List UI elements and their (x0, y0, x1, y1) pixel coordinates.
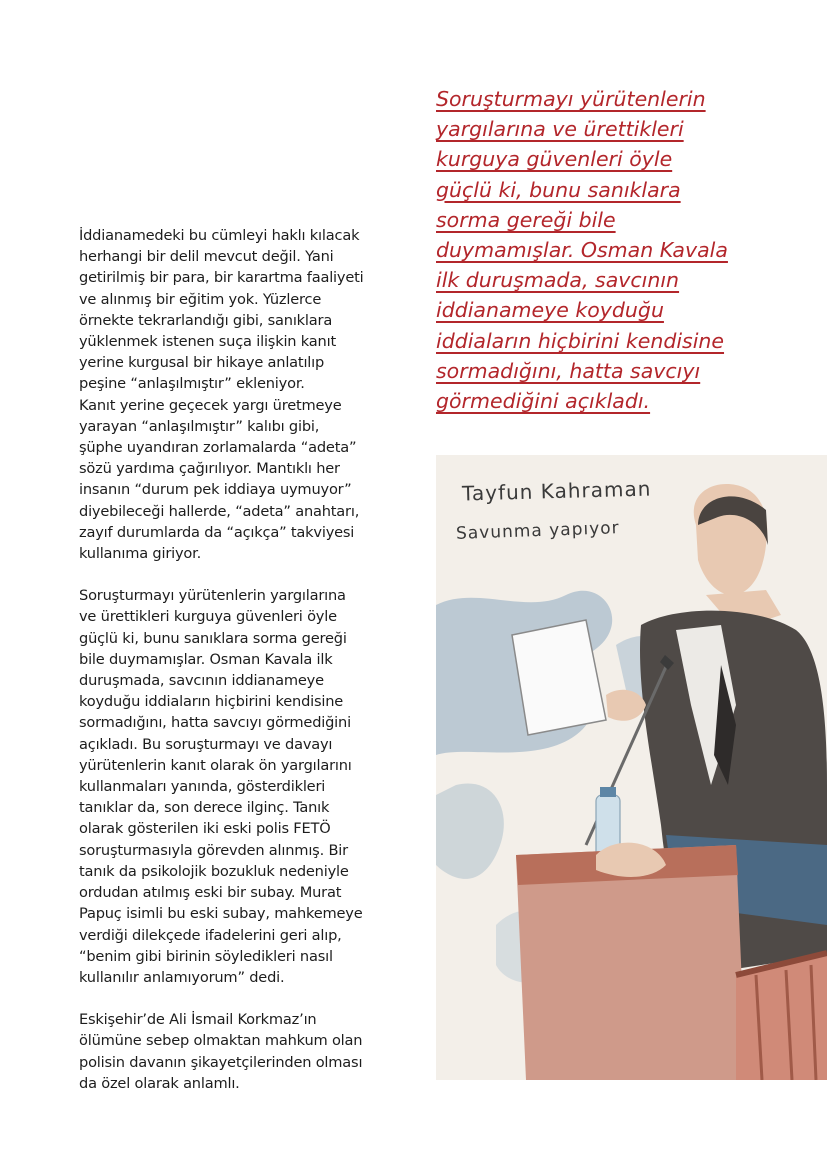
body-line: kullanıma giriyor. (79, 545, 202, 563)
body-line: getirilmiş bir para, bir karartma faaliyeti (79, 269, 364, 287)
pull-quote-line: sormadığını, hatta savcıyı (436, 358, 701, 383)
body-line: yerine kurgusal bir hikaye anlatılıp (79, 354, 325, 372)
body-line: duruşmada, savcının iddianameye (79, 672, 324, 690)
paragraph-1 (79, 225, 399, 564)
sketch-caption-status: Savunma yapıyor (455, 518, 620, 544)
sketch-caption-name: Tayfun Kahraman (461, 476, 652, 506)
pull-quote-line: duymamışlar. Osman Kavala (436, 238, 728, 263)
body-line: koyduğu iddiaların hiçbirini kendisine (79, 693, 344, 711)
body-line: ve alınmış bir eğitim yok. Yüzlerce (79, 290, 322, 308)
body-line: Eskişehir’de Ali İsmail Korkmaz’ın (79, 1011, 317, 1029)
body-line: peşine “anlaşılmıştır” ekleniyor. (79, 375, 305, 393)
body-line: bile duymamışlar. Osman Kavala ilk (79, 650, 333, 668)
body-line: tanıklar da, son derece ilginç. Tanık (79, 799, 330, 817)
body-line: İddianamedeki bu cümleyi haklı kılacak (79, 227, 360, 244)
body-line: diyebileceği hallerde, “adeta” anahtarı, (79, 502, 360, 520)
pull-quote-line: kurguya güvenleri öyle (436, 147, 673, 172)
body-line: “benim gibi birinin söyledikleri nasıl (79, 947, 333, 965)
body-line: örnekte tekrarlandığı gibi, sanıklara (79, 311, 333, 329)
body-line: ölümüne sebep olmaktan mahkum olan (79, 1032, 363, 1050)
body-line: Papuç isimli bu eski subay, mahkemeye (79, 905, 363, 923)
body-line: soruşturmasıyla görevden alınmış. Bir (79, 841, 348, 859)
body-line: Soruşturmayı yürütenlerin yargılarına (79, 587, 346, 605)
body-line: yürütenlerin kanıt olarak ön yargılarını (79, 756, 352, 774)
body-line: polisin davanın şikayetçilerinden olması (79, 1053, 363, 1071)
body-line: sormadığını, hatta savcıyı görmediğini (79, 714, 351, 732)
courtroom-sketch (436, 455, 827, 1080)
body-line: tanık da psikolojik bozukluk nedeniyle (79, 862, 349, 880)
body-line: verdiği dilekçede ifadelerini geri alıp, (79, 926, 342, 944)
pull-quote-line: yargılarına ve ürettikleri (436, 117, 684, 142)
paragraph-2 (79, 585, 399, 988)
body-line: insanın “durum pek iddiaya uymuyor” (79, 481, 352, 499)
pull-quote-line: sorma gereği bile (436, 207, 616, 232)
body-line: ordudan atılmış eski bir subay. Murat (79, 884, 342, 902)
body-line: olarak gösterilen iki eski polis FETÖ (79, 820, 331, 838)
paragraph-3 (79, 1009, 399, 1094)
body-line: sözü yardıma çağırılıyor. Mantıklı her (79, 460, 340, 478)
pull-quote-line: iddianameye koyduğu (436, 298, 664, 323)
body-line: açıkladı. Bu soruşturmayı ve davayı (79, 735, 333, 753)
body-line: herhangi bir delil mevcut değil. Yani (79, 248, 334, 266)
pull-quote-line: görmediğini açıkladı. (436, 389, 651, 414)
body-line: şüphe uyandıran zorlamalarda “adeta” (79, 439, 357, 457)
body-line: kullanmaları yanında, gösterdikleri (79, 778, 326, 796)
body-line: kullanılır anlamıyorum” dedi. (79, 968, 285, 986)
pull-quote-line: güçlü ki, bunu sanıklara (436, 177, 681, 202)
body-line: ve ürettikleri kurguya güvenleri öyle (79, 608, 337, 626)
body-line: yüklenmek istenen suça ilişkin kanıt (79, 333, 336, 351)
pull-quote-line: ilk duruşmada, savcının (436, 268, 680, 293)
body-line: Kanıt yerine geçecek yargı üretmeye (79, 396, 342, 414)
body-line: zayıf durumlarda da “açıkça” takviyesi (79, 523, 355, 541)
body-line: yarayan “anlaşılmıştır” kalıbı gibi, (79, 417, 320, 435)
courtroom-sketch-drawing (436, 455, 827, 1080)
body-text-column (79, 225, 399, 1094)
body-line: da özel olarak anlamlı. (79, 1074, 240, 1092)
pull-quote (436, 84, 766, 416)
pull-quote-line: iddiaların hiçbirini kendisine (436, 328, 725, 353)
pull-quote-line: Soruşturmayı yürütenlerin (436, 87, 706, 111)
body-line: güçlü ki, bunu sanıklara sorma gereği (79, 629, 347, 647)
